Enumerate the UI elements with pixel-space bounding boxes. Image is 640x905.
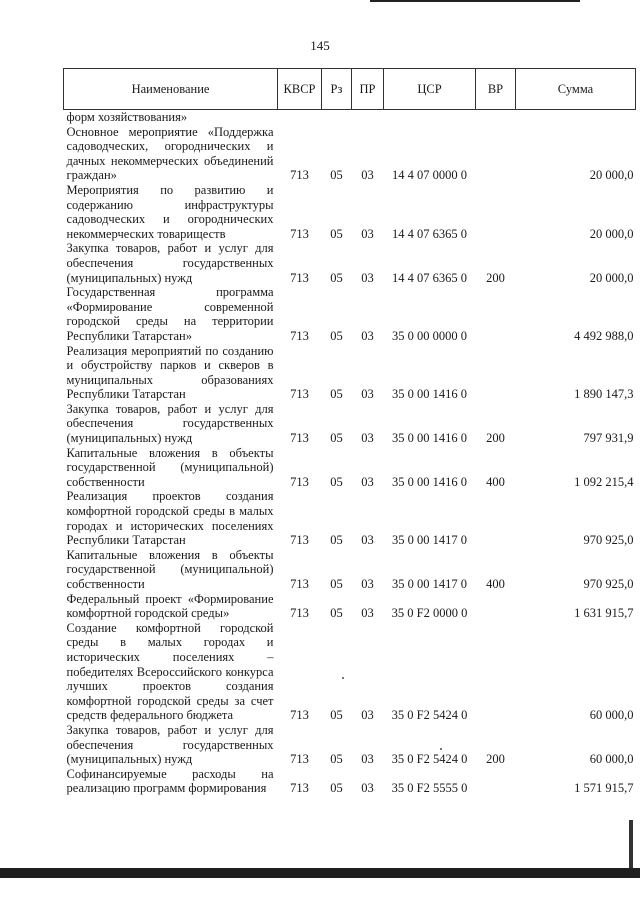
row-vr: [476, 285, 516, 343]
row-kvsr: 713: [290, 168, 309, 183]
budget-table: [63, 68, 636, 796]
row-pr: 03: [361, 708, 374, 723]
header-vr: ВР: [476, 69, 516, 110]
row-rz: 05: [330, 431, 343, 446]
table-row: [64, 723, 636, 767]
row-rz: 05: [330, 606, 343, 621]
row-sum: 970 925,0: [583, 577, 634, 591]
row-vr: [476, 344, 516, 402]
row-kvsr: 713: [290, 270, 309, 285]
row-pr: 03: [361, 328, 374, 343]
row-pr: 03: [361, 474, 374, 489]
row-csr: 14 4 07 6365 0: [392, 226, 467, 241]
table-row: [64, 621, 636, 723]
header-sum: Сумма: [516, 69, 636, 110]
row-vr: 200: [486, 270, 505, 285]
row-vr: [476, 110, 516, 125]
header-kvsr: КВСР: [278, 69, 322, 110]
row-name: Государственная программа «Формирование современной городской среды на территории Республики Татарстан»: [66, 285, 274, 343]
row-name: Создание комфортной городской среды в малых городах и исторических поселениях – победителях Всероссийского конкурса лучших проектов создания комфортной городской среды за счет средств федерального бюджета: [66, 620, 274, 723]
row-csr: 35 0 00 1416 0: [392, 474, 467, 489]
row-vr: [476, 125, 516, 183]
row-rz: 05: [330, 328, 343, 343]
row-name: Реализация проектов создания комфортной городской среды в малых городах и исторических поселениях Республики Татарстан: [66, 489, 274, 548]
row-kvsr: 713: [290, 328, 309, 343]
row-vr: [476, 183, 516, 241]
header-name: Наименование: [64, 69, 278, 110]
budget-table-area: [63, 68, 635, 796]
row-name: Федеральный проект «Формирование комфортной городской среды»: [66, 591, 274, 621]
row-pr: 03: [361, 431, 374, 446]
row-csr: 35 0 00 0000 0: [392, 328, 467, 343]
row-sum: 797 931,9: [583, 431, 634, 446]
row-name: Закупка товаров, работ и услуг для обеспечения государственных (муниципальных) нужд: [66, 401, 274, 446]
table-row: [64, 489, 636, 547]
table-row: [64, 241, 636, 285]
row-kvsr: [278, 110, 322, 125]
row-name: Капитальные вложения в объекты государственной (муниципальной) собственности: [66, 547, 274, 591]
scan-speck: [342, 677, 344, 679]
row-kvsr: 713: [290, 606, 309, 621]
row-vr: [476, 489, 516, 547]
scan-bottom-band: [0, 868, 640, 878]
row-sum: 20 000,0: [589, 226, 634, 241]
row-rz: 05: [330, 708, 343, 723]
row-csr: 35 0 F2 5424 0: [391, 708, 468, 723]
row-sum: 20 000,0: [589, 168, 634, 183]
row-pr: 03: [361, 168, 374, 183]
row-csr: 14 4 07 6365 0: [392, 270, 467, 285]
row-rz: 05: [330, 270, 343, 285]
table-row: [64, 402, 636, 446]
row-name: форм хозяйствования»: [66, 110, 188, 124]
row-name: Основное мероприятие «Поддержка садоводческих, огороднических и дачных некоммерческих объединений граждан»: [66, 124, 274, 183]
row-rz: 05: [330, 781, 343, 796]
row-csr: 35 0 00 1417 0: [392, 533, 467, 548]
row-pr: 03: [361, 781, 374, 796]
row-kvsr: 713: [290, 781, 309, 796]
row-sum: 60 000,0: [589, 708, 634, 723]
table-row: [64, 183, 636, 241]
row-sum: 1 890 147,3: [574, 387, 634, 402]
header-csr: ЦСР: [384, 69, 476, 110]
row-kvsr: 713: [290, 708, 309, 723]
row-vr: [476, 592, 516, 621]
row-sum: [516, 110, 636, 125]
row-name: Софинансируемые расходы на реализацию программ формирования: [66, 766, 274, 796]
row-rz: 05: [330, 577, 343, 591]
row-kvsr: 713: [290, 577, 309, 591]
header-rz: Рз: [322, 69, 352, 110]
row-sum: 1 092 215,4: [574, 474, 634, 489]
row-kvsr: 713: [290, 474, 309, 489]
row-kvsr: 713: [290, 431, 309, 446]
row-name: Реализация мероприятий по созданию и обустройству парков и скверов в муниципальных образованиях Республики Татарстан: [66, 343, 274, 402]
row-pr: 03: [361, 577, 374, 591]
table-row: [64, 548, 636, 592]
table-row: [64, 110, 636, 125]
row-csr: 35 0 00 1416 0: [392, 387, 467, 402]
row-vr: 400: [486, 474, 505, 489]
row-rz: 05: [330, 387, 343, 402]
table-row: [64, 446, 636, 490]
row-kvsr: 713: [290, 387, 309, 402]
row-sum: 20 000,0: [589, 270, 634, 285]
page-number: 145: [310, 38, 330, 53]
row-csr: 14 4 07 0000 0: [392, 168, 467, 183]
row-sum: 1 571 915,7: [574, 781, 634, 796]
row-name: Капитальные вложения в объекты государственной (муниципальной) собственности: [66, 445, 274, 489]
table-row: [64, 592, 636, 621]
row-vr: 200: [486, 431, 505, 446]
row-pr: 03: [361, 533, 374, 548]
row-vr: 400: [486, 577, 505, 591]
row-rz: 05: [330, 533, 343, 548]
row-csr: [384, 110, 476, 125]
scan-speck: [440, 748, 442, 750]
row-pr: 03: [361, 387, 374, 402]
row-rz: 05: [330, 474, 343, 489]
row-rz: 05: [330, 226, 343, 241]
row-sum: 970 925,0: [583, 533, 634, 548]
top-scan-rule: [370, 0, 580, 2]
table-header-row: [64, 69, 636, 110]
row-csr: 35 0 F2 5424 0: [391, 752, 468, 767]
header-pr: ПР: [352, 69, 384, 110]
table-row: [64, 767, 636, 796]
row-rz: 05: [330, 752, 343, 767]
row-pr: [352, 110, 384, 125]
row-csr: 35 0 F2 5555 0: [391, 781, 468, 796]
row-csr: 35 0 00 1417 0: [392, 577, 467, 591]
row-pr: 03: [361, 226, 374, 241]
row-name: Закупка товаров, работ и услуг для обеспечения государственных (муниципальных) нужд: [66, 722, 274, 767]
table-row: [64, 344, 636, 402]
row-vr: 200: [486, 752, 505, 767]
row-kvsr: 713: [290, 533, 309, 548]
row-vr: [476, 621, 516, 723]
row-csr: 35 0 F2 0000 0: [391, 606, 468, 621]
row-name: Закупка товаров, работ и услуг для обеспечения государственных (муниципальных) нужд: [66, 241, 274, 285]
table-row: [64, 125, 636, 183]
scan-edge-mark: [629, 820, 633, 870]
row-sum: 1 631 915,7: [574, 606, 634, 621]
row-rz: 05: [330, 168, 343, 183]
row-pr: 03: [361, 752, 374, 767]
row-name: Мероприятия по развитию и содержанию инфраструктуры садоводческих и огороднических некоммерческих товариществ: [66, 182, 274, 241]
row-kvsr: 713: [290, 752, 309, 767]
row-pr: 03: [361, 606, 374, 621]
row-sum: 4 492 988,0: [574, 328, 634, 343]
table-row: [64, 285, 636, 343]
row-vr: [476, 767, 516, 796]
row-csr: 35 0 00 1416 0: [392, 431, 467, 446]
row-pr: 03: [361, 270, 374, 285]
row-rz: [322, 110, 352, 125]
row-kvsr: 713: [290, 226, 309, 241]
row-sum: 60 000,0: [589, 752, 634, 767]
